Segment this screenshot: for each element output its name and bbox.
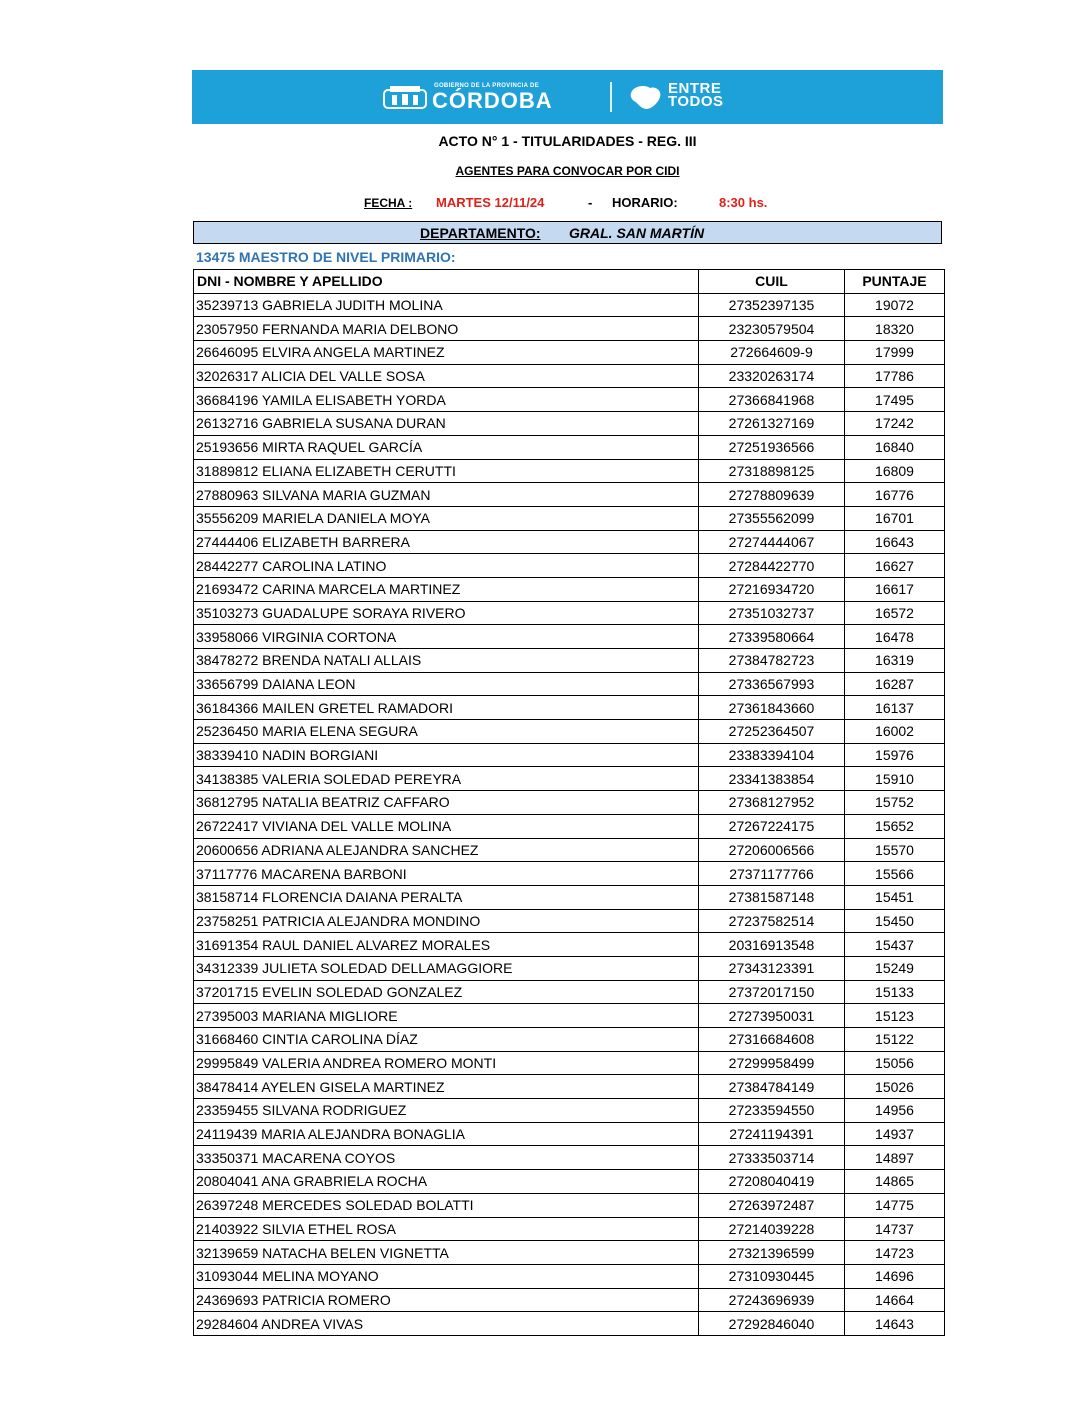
puntaje-cell: 14775 [845, 1193, 945, 1217]
cuil-cell: 27243696939 [699, 1288, 845, 1312]
table-row [194, 649, 945, 673]
puntaje-cell: 14737 [845, 1217, 945, 1241]
cuil-cell: 27292846040 [699, 1312, 845, 1336]
agent-name-cell: 36184366 MAILEN GRETEL RAMADORI [194, 696, 699, 720]
puntaje-cell: 16840 [845, 435, 945, 459]
table-row [194, 483, 945, 507]
puntaje-cell: 18320 [845, 317, 945, 341]
fecha-label: FECHA : [364, 196, 413, 210]
header-puntaje: PUNTAJE [845, 270, 945, 294]
cuil-cell: 27274444067 [699, 530, 845, 554]
agent-name-cell: 29284604 ANDREA VIVAS [194, 1312, 699, 1336]
table-row [194, 459, 945, 483]
cuil-cell: 27273950031 [699, 1004, 845, 1028]
table-row [194, 933, 945, 957]
puntaje-cell: 15133 [845, 980, 945, 1004]
agent-name-cell: 26722417 VIVIANA DEL VALLE MOLINA [194, 814, 699, 838]
agent-name-cell: 32139659 NATACHA BELEN VIGNETTA [194, 1241, 699, 1265]
table-row [194, 1122, 945, 1146]
table-row [194, 530, 945, 554]
agent-name-cell: 26397248 MERCEDES SOLEDAD BOLATTI [194, 1193, 699, 1217]
table-row [194, 1312, 945, 1336]
table-row [194, 885, 945, 909]
puntaje-cell: 15566 [845, 862, 945, 886]
table-row [194, 1288, 945, 1312]
cuil-cell: 23383394104 [699, 743, 845, 767]
agent-name-cell: 23758251 PATRICIA ALEJANDRA MONDINO [194, 909, 699, 933]
table-row [194, 791, 945, 815]
table-row [194, 1051, 945, 1075]
agent-name-cell: 31889812 ELIANA ELIZABETH CERUTTI [194, 459, 699, 483]
puntaje-cell: 14696 [845, 1264, 945, 1288]
table-row [194, 601, 945, 625]
cuil-cell: 27237582514 [699, 909, 845, 933]
table-row [194, 862, 945, 886]
province-name: CÓRDOBA [432, 88, 553, 113]
table-row [194, 696, 945, 720]
agent-name-cell: 24369693 PATRICIA ROMERO [194, 1288, 699, 1312]
puntaje-cell: 15249 [845, 956, 945, 980]
agent-name-cell: 35103273 GUADALUPE SORAYA RIVERO [194, 601, 699, 625]
puntaje-cell: 14897 [845, 1146, 945, 1170]
department-bar [193, 221, 942, 244]
table-row [194, 293, 945, 317]
table-row [194, 1170, 945, 1194]
puntaje-cell: 15122 [845, 1028, 945, 1052]
cuil-cell: 27351032737 [699, 601, 845, 625]
puntaje-cell: 16776 [845, 483, 945, 507]
puntaje-cell: 15652 [845, 814, 945, 838]
cuil-cell: 27310930445 [699, 1264, 845, 1288]
agent-name-cell: 34312339 JULIETA SOLEDAD DELLAMAGGIORE [194, 956, 699, 980]
cuil-cell: 27336567993 [699, 672, 845, 696]
puntaje-cell: 16002 [845, 720, 945, 744]
table-row [194, 1028, 945, 1052]
table-row [194, 743, 945, 767]
cuil-cell: 27333503714 [699, 1146, 845, 1170]
table-row [194, 909, 945, 933]
cuil-cell: 27316684608 [699, 1028, 845, 1052]
cuil-cell: 27372017150 [699, 980, 845, 1004]
cuil-cell: 23230579504 [699, 317, 845, 341]
agent-name-cell: 36684196 YAMILA ELISABETH YORDA [194, 388, 699, 412]
puntaje-cell: 15910 [845, 767, 945, 791]
agent-name-cell: 26646095 ELVIRA ANGELA MARTINEZ [194, 341, 699, 365]
agent-name-cell: 20600656 ADRIANA ALEJANDRA SANCHEZ [194, 838, 699, 862]
agent-name-cell: 31691354 RAUL DANIEL ALVAREZ MORALES [194, 933, 699, 957]
agent-name-cell: 27395003 MARIANA MIGLIORE [194, 1004, 699, 1028]
table-row [194, 672, 945, 696]
table-row [194, 625, 945, 649]
agent-name-cell: 25193656 MIRTA RAQUEL GARCÍA [194, 435, 699, 459]
puntaje-cell: 15437 [845, 933, 945, 957]
cuil-cell: 27216934720 [699, 577, 845, 601]
cuil-cell: 27263972487 [699, 1193, 845, 1217]
cuil-cell: 27352397135 [699, 293, 845, 317]
agent-name-cell: 27880963 SILVANA MARIA GUZMAN [194, 483, 699, 507]
cuil-cell: 27206006566 [699, 838, 845, 862]
cuil-cell: 27384784149 [699, 1075, 845, 1099]
puntaje-cell: 16627 [845, 554, 945, 578]
agent-name-cell: 37201715 EVELIN SOLEDAD GONZALEZ [194, 980, 699, 1004]
agent-name-cell: 27444406 ELIZABETH BARRERA [194, 530, 699, 554]
horario-label: HORARIO: [612, 195, 678, 210]
agent-name-cell: 38339410 NADIN BORGIANI [194, 743, 699, 767]
coat-of-arms-icon [382, 84, 428, 112]
puntaje-cell: 17786 [845, 364, 945, 388]
agent-name-cell: 31668460 CINTIA CAROLINA DÍAZ [194, 1028, 699, 1052]
header-logos [382, 80, 762, 114]
agent-name-cell: 37117776 MACARENA BARBONI [194, 862, 699, 886]
table-row [194, 1099, 945, 1123]
table-row [194, 1217, 945, 1241]
table-row [194, 1004, 945, 1028]
agent-name-cell: 21693472 CARINA MARCELA MARTINEZ [194, 577, 699, 601]
table-row [194, 1193, 945, 1217]
logo-divider [610, 82, 612, 112]
schedule-dash: - [588, 195, 593, 210]
puntaje-cell: 14865 [845, 1170, 945, 1194]
header-cuil: CUIL [699, 270, 845, 294]
agent-name-cell: 29995849 VALERIA ANDREA ROMERO MONTI [194, 1051, 699, 1075]
cuil-cell: 27368127952 [699, 791, 845, 815]
puntaje-cell: 17999 [845, 341, 945, 365]
document-subtitle: AGENTES PARA CONVOCAR POR CIDI [455, 164, 680, 178]
cuil-cell: 27343123391 [699, 956, 845, 980]
schedule-row [192, 195, 943, 213]
fecha-value: MARTES 12/11/24 [436, 195, 545, 210]
table-row [194, 577, 945, 601]
cuil-cell: 27251936566 [699, 435, 845, 459]
table-row [194, 767, 945, 791]
puntaje-cell: 17495 [845, 388, 945, 412]
agent-name-cell: 34138385 VALERIA SOLEDAD PEREYRA [194, 767, 699, 791]
puntaje-cell: 16478 [845, 625, 945, 649]
cuil-cell: 23341383854 [699, 767, 845, 791]
agents-table [193, 269, 945, 1336]
table-row [194, 435, 945, 459]
puntaje-cell: 15752 [845, 791, 945, 815]
agent-name-cell: 35556209 MARIELA DANIELA MOYA [194, 506, 699, 530]
table-row [194, 554, 945, 578]
cuil-cell: 20316913548 [699, 933, 845, 957]
puntaje-cell: 15570 [845, 838, 945, 862]
puntaje-cell: 16137 [845, 696, 945, 720]
table-row [194, 956, 945, 980]
cuil-cell: 27318898125 [699, 459, 845, 483]
agent-name-cell: 20804041 ANA GRABRIELA ROCHA [194, 1170, 699, 1194]
cuil-cell: 27208040419 [699, 1170, 845, 1194]
header-banner [192, 70, 943, 124]
table-row [194, 838, 945, 862]
agent-name-cell: 23057950 FERNANDA MARIA DELBONO [194, 317, 699, 341]
table-row [194, 317, 945, 341]
cuil-cell: 27361843660 [699, 696, 845, 720]
table-row [194, 1146, 945, 1170]
agent-name-cell: 36812795 NATALIA BEATRIZ CAFFARO [194, 791, 699, 815]
department-label: DEPARTAMENTO: [420, 225, 541, 241]
position-heading: 13475 MAESTRO DE NIVEL PRIMARIO: [196, 249, 456, 265]
province-map-icon [628, 83, 664, 111]
puntaje-cell: 17242 [845, 412, 945, 436]
table-body [194, 293, 945, 1335]
table-row [194, 1241, 945, 1265]
puntaje-cell: 14723 [845, 1241, 945, 1265]
puntaje-cell: 14937 [845, 1122, 945, 1146]
table-row [194, 388, 945, 412]
document-title: ACTO N° 1 - TITULARIDADES - REG. III [438, 133, 697, 149]
agent-name-cell: 33350371 MACARENA COYOS [194, 1146, 699, 1170]
agent-name-cell: 38478272 BRENDA NATALI ALLAIS [194, 649, 699, 673]
cuil-cell: 27233594550 [699, 1099, 845, 1123]
agent-name-cell: 33958066 VIRGINIA CORTONA [194, 625, 699, 649]
agent-name-cell: 33656799 DAIANA LEON [194, 672, 699, 696]
department-value: GRAL. SAN MARTÍN [569, 225, 705, 241]
cuil-cell: 27284422770 [699, 554, 845, 578]
table-row [194, 341, 945, 365]
table-row [194, 980, 945, 1004]
agent-name-cell: 31093044 MELINA MOYANO [194, 1264, 699, 1288]
campaign-line-2: TODOS [668, 93, 724, 110]
agent-name-cell: 21403922 SILVIA ETHEL ROSA [194, 1217, 699, 1241]
cuil-cell: 27321396599 [699, 1241, 845, 1265]
table-row [194, 1264, 945, 1288]
puntaje-cell: 16572 [845, 601, 945, 625]
puntaje-cell: 16287 [845, 672, 945, 696]
puntaje-cell: 14956 [845, 1099, 945, 1123]
table-row [194, 814, 945, 838]
puntaje-cell: 15451 [845, 885, 945, 909]
government-label: GOBIERNO DE LA PROVINCIA DE [434, 83, 539, 89]
agent-name-cell: 32026317 ALICIA DEL VALLE SOSA [194, 364, 699, 388]
cuil-cell: 27384782723 [699, 649, 845, 673]
puntaje-cell: 19072 [845, 293, 945, 317]
agent-name-cell: 35239713 GABRIELA JUDITH MOLINA [194, 293, 699, 317]
cuil-cell: 27214039228 [699, 1217, 845, 1241]
cuil-cell: 27252364507 [699, 720, 845, 744]
cuil-cell: 27339580664 [699, 625, 845, 649]
agent-name-cell: 25236450 MARIA ELENA SEGURA [194, 720, 699, 744]
campaign-line-1: ENTRE [668, 80, 722, 97]
cuil-cell: 27381587148 [699, 885, 845, 909]
table-row [194, 720, 945, 744]
table-header-row [194, 270, 945, 294]
cuil-cell: 272664609-9 [699, 341, 845, 365]
cuil-cell: 27278809639 [699, 483, 845, 507]
puntaje-cell: 15123 [845, 1004, 945, 1028]
header-name: DNI - NOMBRE Y APELLIDO [194, 270, 699, 294]
cuil-cell: 27241194391 [699, 1122, 845, 1146]
table-row [194, 364, 945, 388]
agent-name-cell: 24119439 MARIA ALEJANDRA BONAGLIA [194, 1122, 699, 1146]
puntaje-cell: 15976 [845, 743, 945, 767]
agent-name-cell: 26132716 GABRIELA SUSANA DURAN [194, 412, 699, 436]
puntaje-cell: 16643 [845, 530, 945, 554]
table-row [194, 412, 945, 436]
puntaje-cell: 16701 [845, 506, 945, 530]
cuil-cell: 27371177766 [699, 862, 845, 886]
puntaje-cell: 16617 [845, 577, 945, 601]
puntaje-cell: 15026 [845, 1075, 945, 1099]
cuil-cell: 23320263174 [699, 364, 845, 388]
puntaje-cell: 16809 [845, 459, 945, 483]
table-row [194, 506, 945, 530]
puntaje-cell: 14643 [845, 1312, 945, 1336]
cuil-cell: 27355562099 [699, 506, 845, 530]
puntaje-cell: 14664 [845, 1288, 945, 1312]
horario-value: 8:30 hs. [719, 195, 768, 210]
cuil-cell: 27299958499 [699, 1051, 845, 1075]
puntaje-cell: 15450 [845, 909, 945, 933]
table-row [194, 1075, 945, 1099]
agent-name-cell: 28442277 CAROLINA LATINO [194, 554, 699, 578]
cuil-cell: 27261327169 [699, 412, 845, 436]
cuil-cell: 27267224175 [699, 814, 845, 838]
puntaje-cell: 16319 [845, 649, 945, 673]
agent-name-cell: 38478414 AYELEN GISELA MARTINEZ [194, 1075, 699, 1099]
agent-name-cell: 38158714 FLORENCIA DAIANA PERALTA [194, 885, 699, 909]
puntaje-cell: 15056 [845, 1051, 945, 1075]
cuil-cell: 27366841968 [699, 388, 845, 412]
agent-name-cell: 23359455 SILVANA RODRIGUEZ [194, 1099, 699, 1123]
campaign-logo [668, 82, 724, 108]
